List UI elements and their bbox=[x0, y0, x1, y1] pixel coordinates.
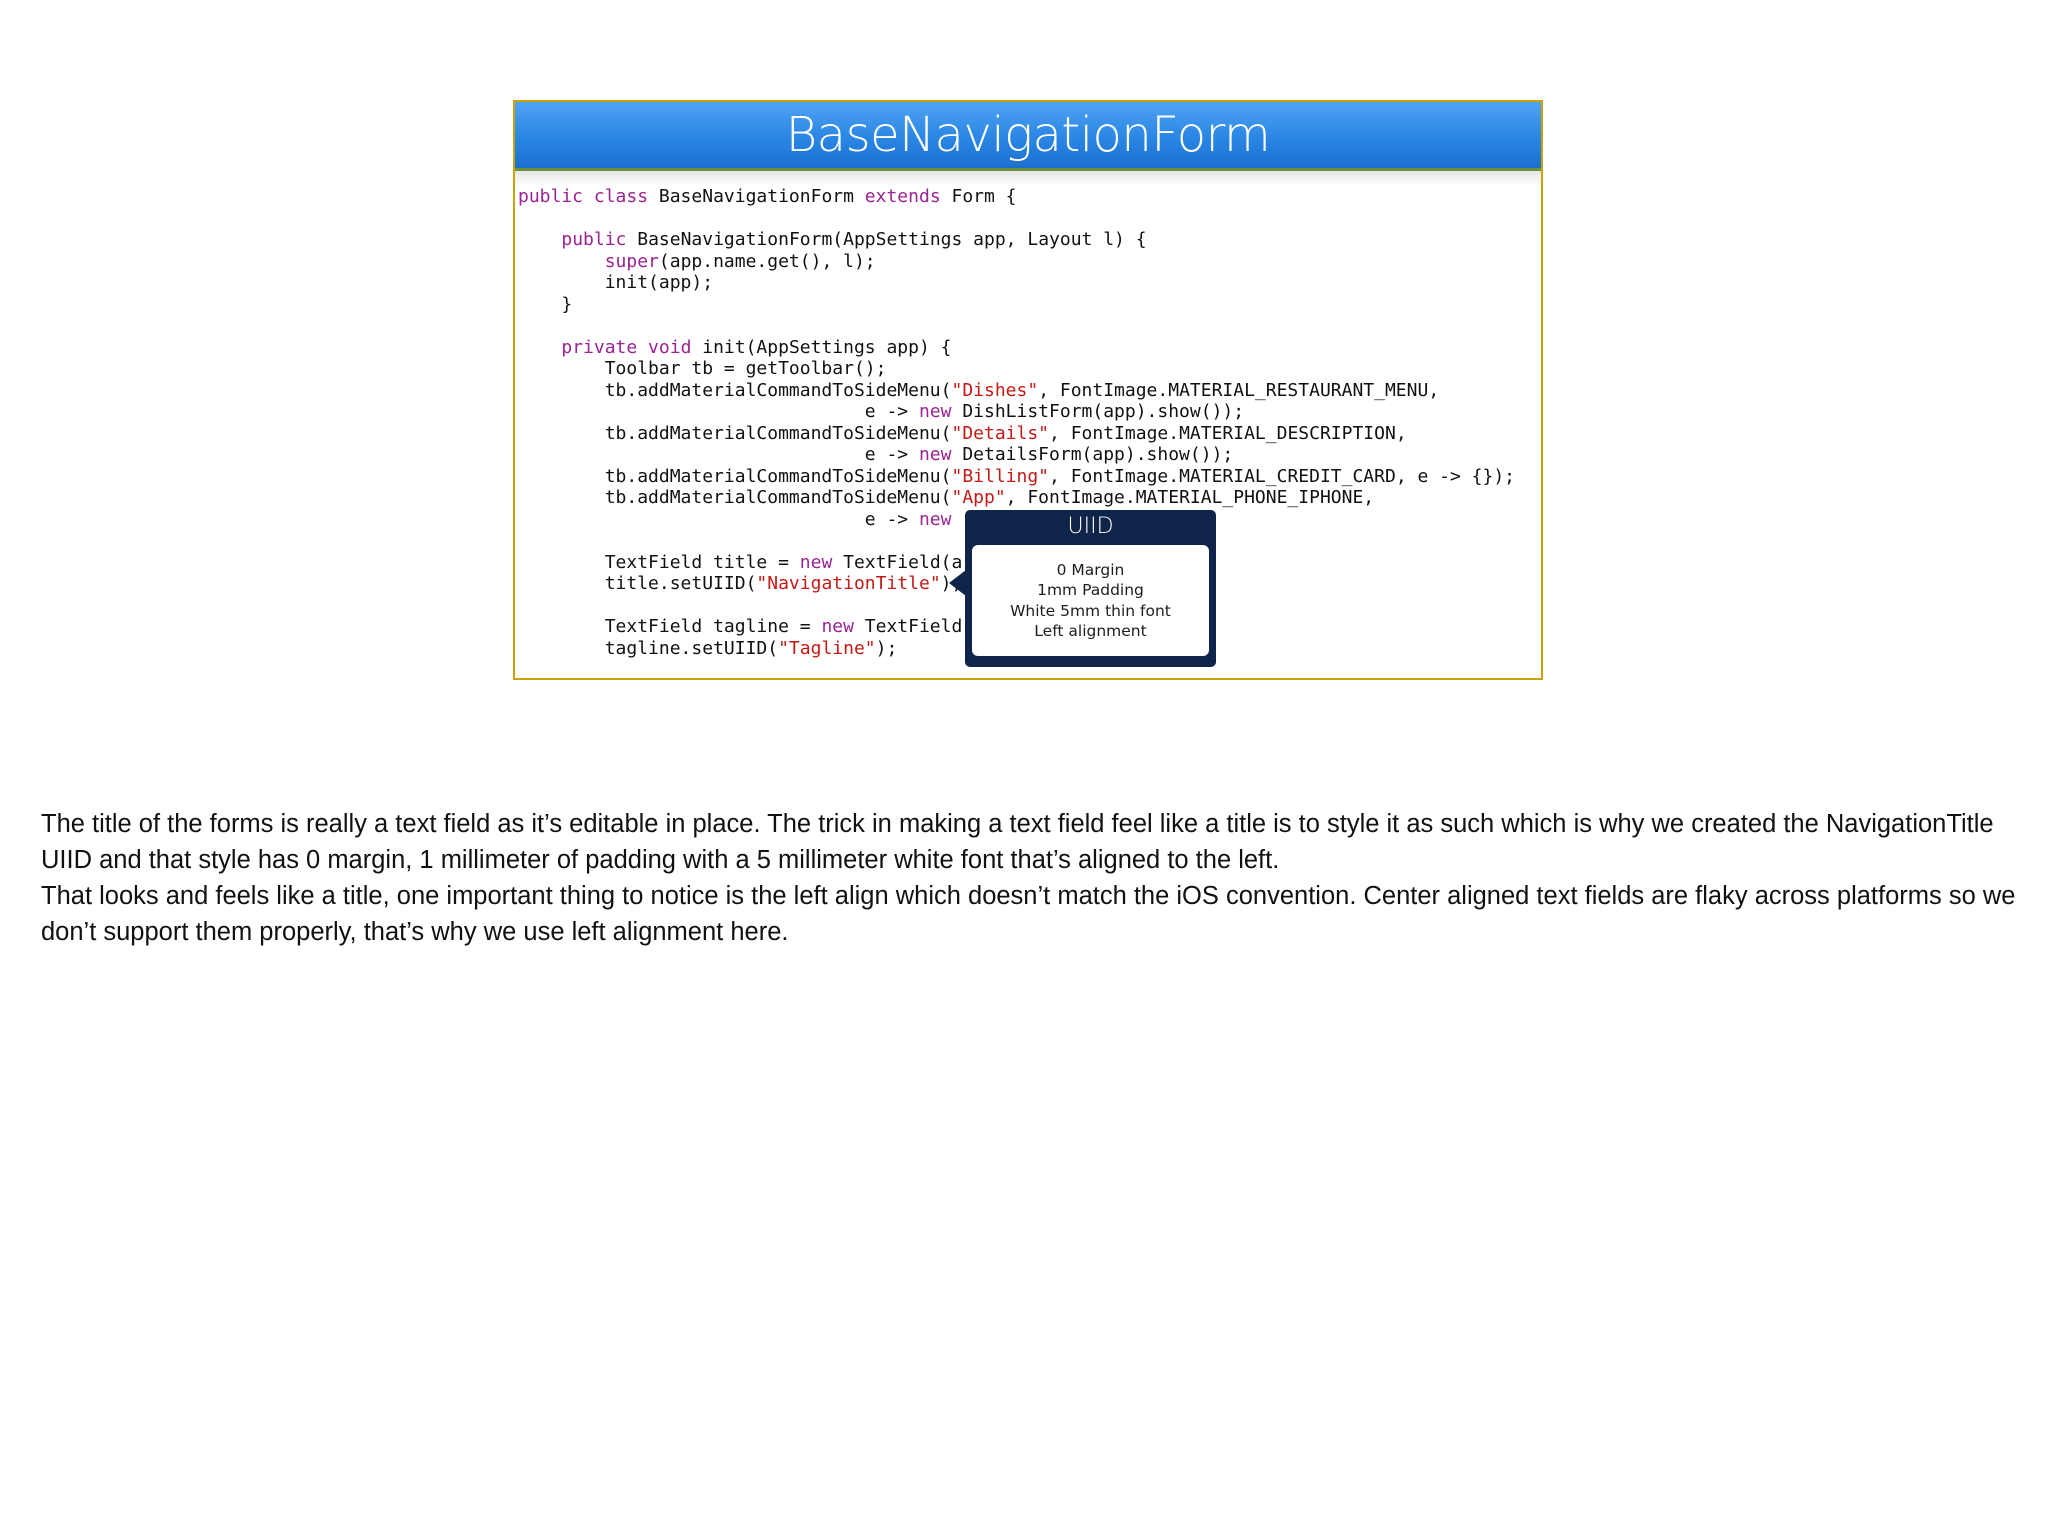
code-line bbox=[518, 272, 1515, 294]
code-text: BaseNavigationForm bbox=[648, 186, 865, 207]
speaker-notes bbox=[41, 806, 2021, 950]
code-text: title.setUIID( bbox=[518, 573, 757, 594]
code-text: tb.addMaterialCommandToSideMenu( bbox=[518, 465, 952, 487]
code-string: "App" bbox=[951, 487, 1006, 508]
code-keyword: extends bbox=[864, 186, 941, 207]
code-text bbox=[518, 229, 561, 250]
code-string: "Details" bbox=[951, 422, 1050, 444]
popover-body bbox=[972, 545, 1209, 656]
code-string: "NavigationTitle" bbox=[756, 573, 941, 594]
popover-line-padding: 1mm Padding bbox=[1037, 581, 1144, 599]
code-text: , FontImage.MATERIAL_RESTAURANT_MENU, bbox=[1038, 379, 1440, 401]
popover-line-alignment: Left alignment bbox=[1034, 622, 1147, 640]
popover-line-font: White 5mm thin font bbox=[1010, 601, 1171, 620]
code-line bbox=[518, 466, 1515, 488]
code-line bbox=[518, 401, 1515, 423]
code-text: DetailsForm(app).show()); bbox=[951, 444, 1234, 465]
code-line bbox=[518, 294, 1515, 316]
code-keyword: new bbox=[799, 551, 833, 573]
code-keyword: new bbox=[918, 401, 952, 422]
code-text: init(AppSettings app) { bbox=[691, 336, 952, 358]
code-line bbox=[518, 251, 1515, 273]
code-text: ); bbox=[940, 573, 963, 594]
code-text: tagline.setUIID( bbox=[518, 637, 779, 659]
code-text: TextField(a bbox=[832, 551, 963, 573]
code-text: , FontImage.MATERIAL_PHONE_IPHONE, bbox=[1005, 487, 1375, 508]
code-text: Toolbar tb = getToolbar(); bbox=[518, 358, 887, 379]
code-string: "Dishes" bbox=[951, 379, 1039, 401]
notes-paragraph-2: That looks and feels like a title, one important thing to notice is the left align which doesn’t match the iOS convention. Center aligned text fields are flaky across platforms so we don’t support them properly, that’s why we use left alignment here. bbox=[41, 882, 2016, 946]
code-text: TextField tagline = bbox=[518, 616, 822, 637]
code-keyword: new bbox=[821, 616, 854, 637]
code-text bbox=[518, 251, 605, 272]
code-line bbox=[518, 208, 1515, 230]
code-text: init(app); bbox=[518, 272, 714, 293]
code-text: e -> bbox=[518, 401, 919, 422]
code-line bbox=[518, 358, 1515, 380]
code-line bbox=[518, 229, 1515, 251]
code-keyword: public class bbox=[518, 186, 649, 207]
popover-line-margin: 0 Margin bbox=[1056, 560, 1125, 579]
code-text: , FontImage.MATERIAL_DESCRIPTION, bbox=[1049, 422, 1407, 444]
code-line bbox=[518, 337, 1515, 359]
notes-paragraph-1: The title of the forms is really a text field as it’s editable in place. The trick in making a text field feel like a title is to style it as such which is why we created the NavigationTitle UIID and that style has 0 margin, 1 millimeter of padding with a 5 millimeter white font that’s aligned to the left. bbox=[41, 810, 1994, 874]
code-keyword: public bbox=[561, 229, 627, 250]
uiid-popover bbox=[965, 510, 1216, 667]
code-text: (app.name.get(), l); bbox=[658, 250, 876, 272]
code-keyword: new bbox=[918, 508, 952, 530]
code-line bbox=[518, 380, 1515, 402]
code-line bbox=[518, 444, 1515, 466]
code-text: , FontImage.MATERIAL_CREDIT_CARD, e -> {}); bbox=[1049, 465, 1516, 487]
slide-title: BaseNavigationForm bbox=[785, 107, 1271, 163]
code-string: "Tagline" bbox=[778, 637, 876, 659]
code-text: e -> bbox=[518, 508, 919, 530]
slide-header bbox=[515, 102, 1541, 171]
popover-title: UIID bbox=[1067, 514, 1114, 539]
code-text: } bbox=[518, 293, 573, 315]
code-line bbox=[518, 423, 1515, 445]
code-text: TextField title = bbox=[518, 551, 800, 573]
code-text: TextField bbox=[853, 616, 963, 637]
code-text: DishListForm(app).show()); bbox=[951, 401, 1245, 422]
code-keyword: super bbox=[604, 250, 659, 272]
code-keyword: private void bbox=[561, 336, 692, 358]
code-text: ); bbox=[875, 637, 898, 659]
code-text bbox=[518, 337, 561, 358]
code-keyword: new bbox=[918, 444, 952, 465]
code-line bbox=[518, 186, 1515, 208]
code-text: tb.addMaterialCommandToSideMenu( bbox=[518, 422, 952, 444]
code-line bbox=[518, 315, 1515, 337]
code-text: BaseNavigationForm(AppSettings app, Layout l) { bbox=[626, 229, 1147, 250]
header-shadow bbox=[515, 171, 1541, 185]
code-text: Form { bbox=[940, 186, 1017, 207]
code-text: tb.addMaterialCommandToSideMenu( bbox=[518, 487, 952, 508]
code-text: e -> bbox=[518, 444, 919, 465]
code-line bbox=[518, 487, 1515, 509]
code-string: "Billing" bbox=[951, 465, 1050, 487]
code-text: tb.addMaterialCommandToSideMenu( bbox=[518, 379, 952, 401]
popover-arrow bbox=[949, 570, 966, 596]
